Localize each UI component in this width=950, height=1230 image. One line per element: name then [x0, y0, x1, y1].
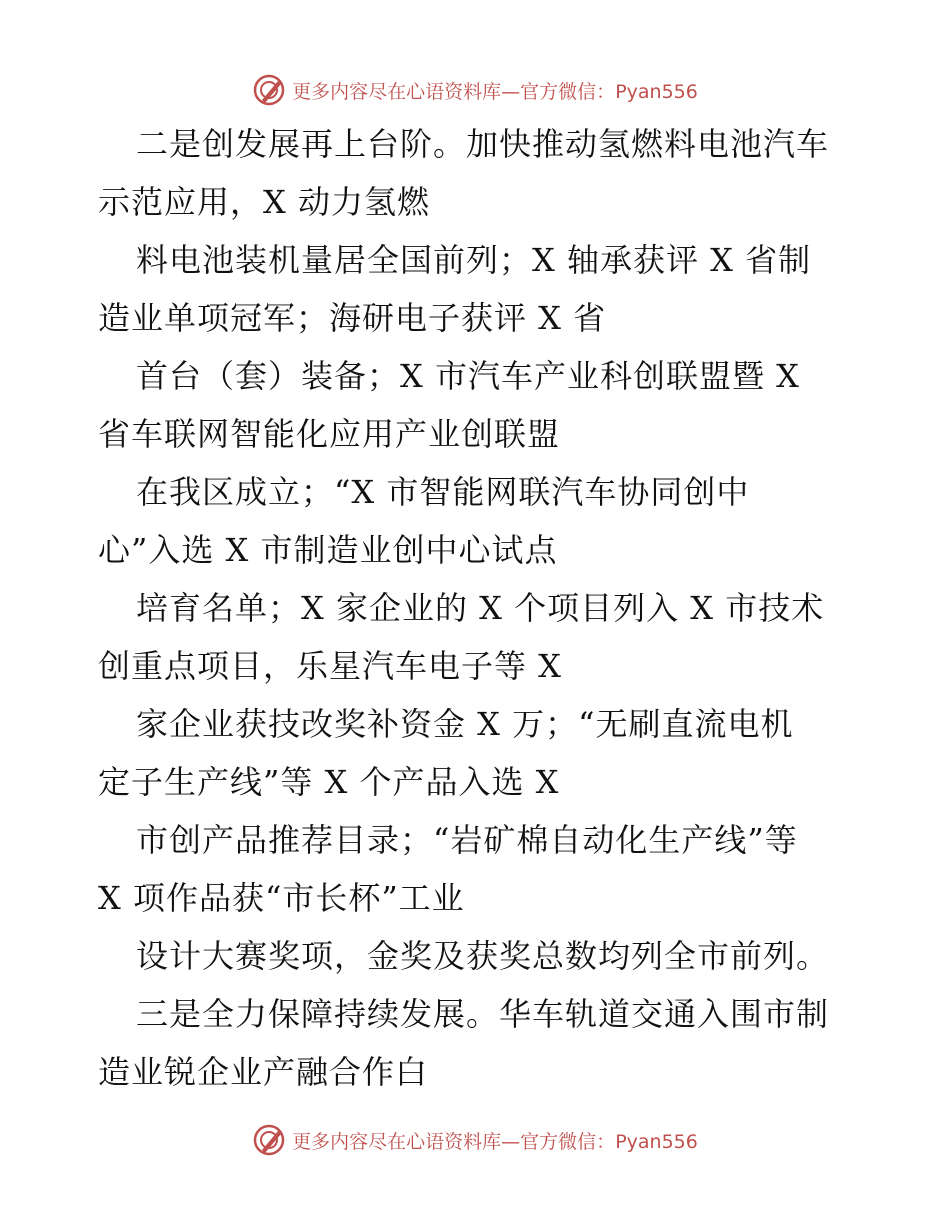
pen-logo-icon [252, 1123, 286, 1157]
paragraph: 设计大赛奖项，金奖及获奖总数均列全市前列。 [136, 937, 830, 975]
pen-logo-icon [252, 73, 286, 107]
paragraph: 三是全力保障持续发展。华车轨道交通入围市制 造业锐企业产融合作白 [98, 995, 830, 1091]
paragraph: 二是创发展再上台阶。加快推动氢燃料电池汽车 示范应用，X 动力氢燃 [98, 125, 830, 221]
watermark-text: 更多内容尽在心语资料库—官方微信：Pyan556 [292, 1130, 698, 1153]
paragraph: 首台（套）装备；X 市汽车产业科创联盟暨 X 省车联网智能化应用产业创联盟 [98, 357, 800, 453]
paragraph: 培育名单；X 家企业的 X 个项目列入 X 市技术 创重点项目，乐星汽车电子等 X [98, 589, 825, 685]
header-watermark [0, 70, 950, 110]
paragraph: 家企业获技改奖补资金 X 万；“无刷直流电机 定子生产线”等 X 个产品入选 X [98, 705, 794, 801]
footer-watermark [0, 1120, 950, 1160]
paragraph: 料电池装机量居全国前列；X 轴承获评 X 省制 造业单项冠军；海研电子获评 X 省 [98, 241, 812, 337]
paragraph: 在我区成立；“X 市智能网联汽车协同创中 心”入选 X 市制造业创中心试点 [98, 473, 750, 569]
paragraph: 市创产品推荐目录；“岩矿棉自动化生产线”等 X 项作品获“市长杯”工业 [98, 821, 798, 917]
document-body [98, 115, 858, 1101]
watermark-text: 更多内容尽在心语资料库—官方微信：Pyan556 [292, 80, 698, 103]
